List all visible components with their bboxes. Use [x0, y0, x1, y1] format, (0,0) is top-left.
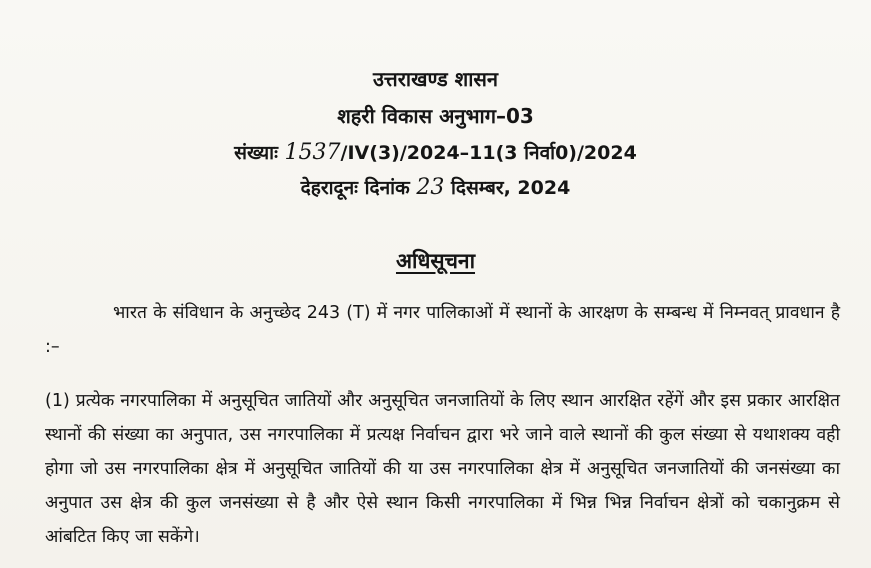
reference-number-prefix: संख्याः: [234, 142, 278, 164]
notification-title-wrap: [0, 247, 871, 275]
intro-paragraph: भारत के संविधान के अनुच्छेद 243 (T) में नगर पालिकाओं में स्थानों के आरक्षण के सम्बन्ध में निम्नवत् प्रावधान है :–: [45, 303, 840, 357]
department-heading: शहरी विकास अनुभाग–03: [337, 104, 534, 128]
reference-number-handwritten: 1537: [284, 140, 341, 165]
clause-1-paragraph: (1) प्रत्येक नगरपालिका में अनुसूचित जातियों और अनुसूचित जनजातियों के लिए स्थान आरक्षित रहेंगें और इस प्रकार आरक्षित स्थानों की संख्या का अनुपात, उस नगरपालिका में प्रत्यक्ष निर्वाचन द्वारा भरे जाने वाले स्थानों की कुल संख्या से यथाशक्य वही होगा जो उस नगरपालिका क्षेत्र में अनुसूचित जातियों की या उस नगरपालिका क्षेत्र में अनुसूचित जनजातियों की जनसंख्या का अनुपात उस क्षेत्र की कुल जनसंख्या से है और ऐसे स्थान किसी नगरपालिका में भिन्न भिन्न निर्वाचन क्षेत्रों को चकानुक्रम से आंबटित किए जा सकेंगे।: [45, 391, 840, 547]
reference-number: [0, 140, 871, 166]
reference-number-suffix: /IV(3)/2024–11(3 निर्वा0)/2024: [340, 142, 637, 164]
date-suffix: दिसम्बर, 2024: [450, 177, 571, 199]
document-date: [0, 175, 871, 201]
notification-title: अधिसूचना: [395, 249, 476, 273]
date-handwritten: 23: [416, 175, 445, 200]
government-heading: उत्तराखण्ड शासन: [372, 67, 499, 91]
date-prefix: देहरादूनः दिनांक: [300, 177, 410, 199]
